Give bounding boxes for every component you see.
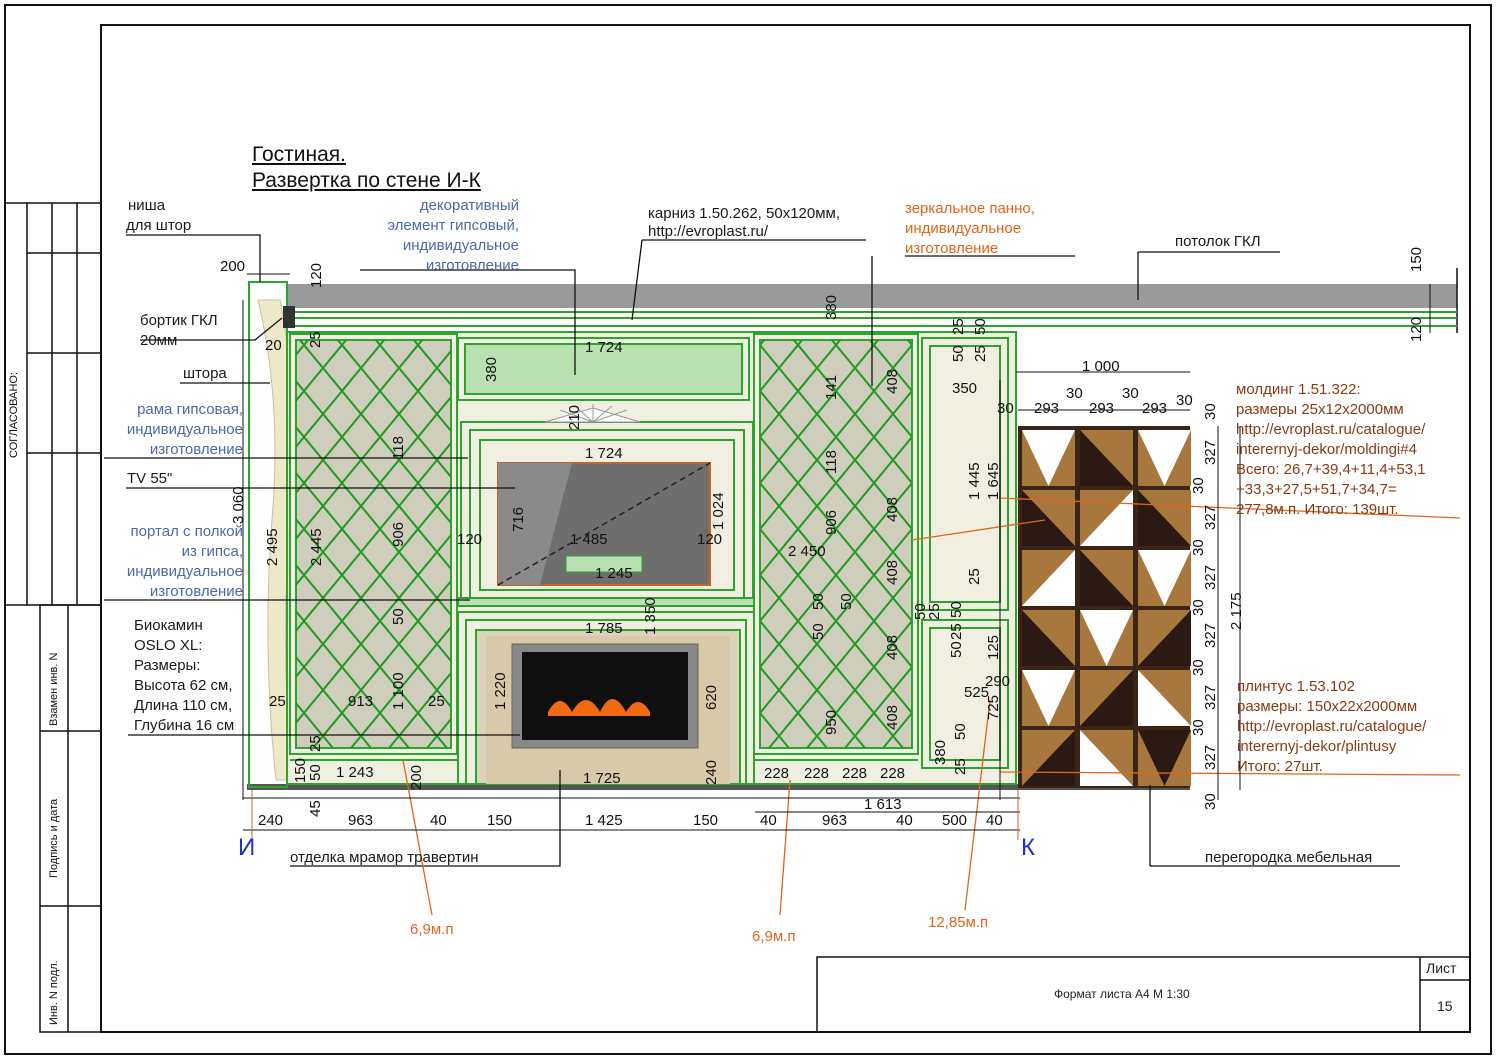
dimension-d30h: 30 bbox=[1190, 599, 1207, 616]
dimension-d50h: 50 bbox=[912, 603, 929, 620]
dimension-d125: 125 bbox=[985, 634, 1002, 660]
molding-line: молдинг 1.51.322: bbox=[1236, 381, 1361, 398]
dimension-d1350: 1 350 bbox=[642, 597, 659, 635]
dimension-d200: 200 bbox=[220, 258, 246, 275]
dimension-d228c: 228 bbox=[842, 765, 868, 782]
dimension-b40a: 40 bbox=[430, 812, 447, 829]
biofireplace-label-5: Длина 110 см, bbox=[134, 697, 233, 714]
mark-k: К bbox=[1021, 834, 1035, 861]
dimension-d620: 620 bbox=[703, 684, 720, 710]
molding-line: interernyj-dekor/moldingi#4 bbox=[1236, 441, 1417, 458]
decor-label-3: индивидуальное bbox=[402, 237, 519, 254]
dimension-b40d: 40 bbox=[986, 812, 1003, 829]
dimension-d1724a: 1 724 bbox=[585, 339, 623, 356]
stamp-soglasovano: СОГЛАСОВАНО: bbox=[8, 371, 20, 458]
dimension-d25d: 25 bbox=[307, 735, 324, 752]
portal-label-3: индивидуальное bbox=[126, 563, 243, 580]
dimension-d3060: 3 060 bbox=[230, 486, 247, 524]
frame-label-3: изготовление bbox=[149, 441, 243, 458]
frame-label: рама гипсовая, bbox=[137, 401, 243, 418]
mirror-label: зеркальное панно, bbox=[905, 200, 1035, 217]
dimension-d120b: 120 bbox=[457, 531, 483, 548]
dimension-b500: 500 bbox=[942, 812, 968, 829]
ceiling-label: потолок ГКЛ bbox=[1175, 233, 1261, 250]
dimension-d350: 350 bbox=[952, 380, 978, 397]
dimension-d50c: 50 bbox=[810, 593, 827, 610]
dimension-d1645: 1 645 bbox=[985, 462, 1002, 500]
plinth-line: Итого: 27шт. bbox=[1237, 758, 1323, 775]
dimension-d408d: 408 bbox=[884, 634, 901, 660]
dimension-d30a: 30 bbox=[997, 400, 1014, 417]
dimension-d25g: 25 bbox=[966, 568, 983, 585]
dimension-d1100: 1 100 bbox=[390, 672, 407, 710]
dimension-d50e: 50 bbox=[810, 623, 827, 640]
dimension-d25f: 25 bbox=[972, 345, 989, 362]
mirror-label-2: индивидуальное bbox=[905, 220, 1022, 237]
dimension-b1425: 1 425 bbox=[585, 812, 623, 829]
dimension-d210: 210 bbox=[566, 404, 583, 430]
dimension-d380c: 380 bbox=[932, 739, 949, 765]
dimension-d408b: 408 bbox=[884, 496, 901, 522]
molding-line: 277,8м.п. Итого: 139шт. bbox=[1236, 501, 1399, 518]
marble-label: отделка мрамор травертин bbox=[290, 849, 479, 866]
dimension-d25i: 25 bbox=[926, 603, 943, 620]
plinth-line: interernyj-dekor/plintusy bbox=[1237, 738, 1397, 755]
sheet-format: Формат листа А4 М 1:30 bbox=[1054, 987, 1190, 1001]
dimension-d25a: 25 bbox=[307, 331, 324, 348]
dimension-d1000: 1 000 bbox=[1082, 358, 1120, 375]
biofireplace-label-6: Глубина 16 см bbox=[134, 717, 235, 734]
dimension-d2175: 2 175 bbox=[1228, 592, 1245, 630]
cornice-label: карниз 1.50.262, 50х120мм, bbox=[648, 205, 841, 222]
dimension-d30i: 30 bbox=[1190, 659, 1207, 676]
portal-label-4: изготовление bbox=[149, 583, 243, 600]
biofireplace-label-2: OSLO XL: bbox=[134, 637, 203, 654]
dimension-d1243: 1 243 bbox=[336, 764, 374, 781]
molding-line: размеры 25х12х2000мм bbox=[1236, 401, 1404, 418]
dimension-d30k: 30 bbox=[1202, 793, 1219, 810]
dimension-d408e: 408 bbox=[884, 704, 901, 730]
dimension-d240a: 240 bbox=[703, 759, 720, 785]
decor-label-4: изготовление bbox=[425, 257, 519, 274]
dimension-d327f: 327 bbox=[1202, 744, 1219, 770]
niche-label: ниша bbox=[128, 197, 166, 214]
dimension-d30e: 30 bbox=[1202, 403, 1219, 420]
dimension-d50f: 50 bbox=[972, 318, 989, 335]
dimension-d2495: 2 495 bbox=[264, 528, 281, 566]
plinth-line: размеры: 150х22х2000мм bbox=[1237, 698, 1418, 715]
dimension-d50a: 50 bbox=[390, 608, 407, 625]
dimension-d1725: 1 725 bbox=[583, 770, 621, 787]
dimension-d725: 725 bbox=[985, 694, 1002, 720]
dimension-d380a: 380 bbox=[483, 356, 500, 382]
molding-length-3: 12,85м.п bbox=[928, 914, 989, 931]
stamp-podpis: Подпись и дата bbox=[48, 798, 60, 878]
dimension-d118b: 118 bbox=[823, 450, 840, 474]
dimension-d228d: 228 bbox=[880, 765, 906, 782]
molding-line: +33,3+27,5+51,7+34,7= bbox=[1236, 481, 1397, 498]
molding-length-2: 6,9м.п bbox=[752, 928, 796, 945]
dimension-d913: 913 bbox=[348, 693, 374, 710]
dimension-d25e: 25 bbox=[950, 318, 967, 335]
dimension-d1613: 1 613 bbox=[864, 796, 902, 813]
dimension-d906b: 906 bbox=[823, 509, 840, 535]
dimension-d120a: 120 bbox=[308, 262, 325, 288]
curtain-label: штора bbox=[183, 365, 227, 382]
dimension-d50j: 50 bbox=[948, 641, 965, 658]
dimension-b40b: 40 bbox=[760, 812, 777, 829]
dimension-d50b: 50 bbox=[307, 764, 324, 781]
dimension-d293c: 293 bbox=[1142, 400, 1168, 417]
dimension-d25c: 25 bbox=[428, 693, 445, 710]
dimension-d20: 20 bbox=[265, 337, 282, 354]
dimension-d290: 290 bbox=[985, 673, 1011, 690]
dimension-d1485: 1 485 bbox=[570, 531, 608, 548]
dimension-d327e: 327 bbox=[1202, 684, 1219, 710]
dimension-b240: 240 bbox=[258, 812, 284, 829]
plinth-line: http://evroplast.ru/catalogue/ bbox=[1237, 718, 1427, 735]
bortik-label: бортик ГКЛ bbox=[140, 312, 218, 329]
dimension-d50i: 50 bbox=[948, 601, 965, 618]
dimension-d45: 45 bbox=[307, 800, 324, 817]
plinth-spec bbox=[1237, 677, 1426, 777]
dimension-d25b: 25 bbox=[269, 693, 286, 710]
dimension-d327d: 327 bbox=[1202, 622, 1219, 648]
dimension-d50k: 50 bbox=[952, 723, 969, 740]
dimension-d327a: 327 bbox=[1202, 439, 1219, 465]
dimension-d906a: 906 bbox=[390, 521, 407, 547]
biofireplace-label: Биокамин bbox=[134, 617, 203, 634]
dimension-d1445: 1 445 bbox=[966, 462, 983, 500]
dimension-d50d: 50 bbox=[838, 593, 855, 610]
mark-i: И bbox=[238, 834, 256, 861]
dimension-d327c: 327 bbox=[1202, 564, 1219, 590]
plinth-line: плинтус 1.53.102 bbox=[1237, 678, 1355, 695]
molding-line: http://evroplast.ru/catalogue/ bbox=[1236, 421, 1426, 438]
dimension-d293a: 293 bbox=[1034, 400, 1060, 417]
dimension-d30g: 30 bbox=[1190, 539, 1207, 556]
dimension-d293b: 293 bbox=[1089, 400, 1115, 417]
dimension-d141: 141 bbox=[823, 374, 840, 400]
dimension-d380b: 380 bbox=[823, 294, 840, 320]
molding-length-1: 6,9м.п bbox=[410, 921, 454, 938]
dimension-d716: 716 bbox=[510, 506, 527, 532]
frame-label-2: индивидуальное bbox=[126, 421, 243, 438]
dimension-d1220: 1 220 bbox=[492, 672, 509, 710]
dimension-d1724b: 1 724 bbox=[585, 445, 623, 462]
dimension-b963a: 963 bbox=[348, 812, 374, 829]
page-subtitle: Развертка по стене И-К bbox=[252, 169, 481, 192]
dimension-d30c: 30 bbox=[1122, 385, 1139, 402]
dimension-d2450: 2 450 bbox=[788, 543, 826, 560]
dimension-d150b: 150 bbox=[1408, 246, 1425, 272]
dimension-d30b: 30 bbox=[1066, 385, 1083, 402]
biofireplace-label-3: Размеры: bbox=[134, 657, 201, 674]
dimension-d408a: 408 bbox=[884, 368, 901, 394]
dimension-b40c: 40 bbox=[896, 812, 913, 829]
dimension-d1785: 1 785 bbox=[585, 620, 623, 637]
stamp-vzamen: Взамен инв. N bbox=[48, 652, 60, 726]
dimension-d228b: 228 bbox=[804, 765, 830, 782]
dimension-d1245: 1 245 bbox=[595, 565, 633, 582]
decor-label-2: элемент гипсовый, bbox=[387, 217, 519, 234]
dimension-b963b: 963 bbox=[822, 812, 848, 829]
dimension-d228a: 228 bbox=[764, 765, 790, 782]
dimension-d525: 525 bbox=[964, 684, 990, 701]
page-title: Гостиная. bbox=[252, 143, 346, 166]
dimension-d150a: 150 bbox=[292, 757, 309, 783]
dimension-d118a: 118 bbox=[390, 436, 407, 460]
dimension-b150a: 150 bbox=[487, 812, 513, 829]
dimension-d2445: 2 445 bbox=[308, 528, 325, 566]
mirror-label-3: изготовление bbox=[905, 240, 999, 257]
dimension-d25h: 25 bbox=[948, 623, 965, 640]
dimension-d120d: 120 bbox=[1408, 316, 1425, 342]
dimension-d120c: 120 bbox=[697, 531, 723, 548]
dimension-d408c: 408 bbox=[884, 559, 901, 585]
decor-label: декоративный bbox=[419, 197, 519, 214]
dimension-d1024: 1 024 bbox=[710, 492, 727, 530]
sheet-label: Лист bbox=[1426, 960, 1457, 976]
bortik-label-2: 20мм bbox=[140, 332, 178, 349]
dimension-b150b: 150 bbox=[693, 812, 719, 829]
dimension-d200b: 200 bbox=[408, 764, 425, 790]
dimension-d30j: 30 bbox=[1190, 719, 1207, 736]
stamp-inv: Инв. N подл. bbox=[48, 960, 60, 1025]
molding-spec bbox=[1236, 380, 1426, 520]
cornice-link: http://evroplast.ru/ bbox=[648, 223, 769, 240]
dimension-d327b: 327 bbox=[1202, 504, 1219, 530]
dimension-d30f: 30 bbox=[1190, 477, 1207, 494]
dimension-d30d: 30 bbox=[1176, 392, 1193, 409]
left-stamp bbox=[5, 203, 101, 1032]
niche-label-2: для штор bbox=[126, 217, 192, 234]
molding-line: Всего: 26,7+39,4+11,4+53,1 bbox=[1236, 461, 1426, 478]
dimension-d25j: 25 bbox=[952, 758, 969, 775]
tv-label: TV 55" bbox=[127, 470, 173, 487]
dimension-d50g: 50 bbox=[950, 345, 967, 362]
partition-label: перегородка мебельная bbox=[1205, 849, 1373, 866]
portal-label-2: из гипса, bbox=[181, 543, 243, 560]
portal-label: портал с полкой bbox=[130, 523, 243, 540]
biofireplace-label-4: Высота 62 см, bbox=[134, 677, 233, 694]
dimension-d950: 950 bbox=[823, 709, 840, 735]
sheet-number: 15 bbox=[1437, 998, 1453, 1014]
gkl-bortik bbox=[283, 306, 295, 328]
